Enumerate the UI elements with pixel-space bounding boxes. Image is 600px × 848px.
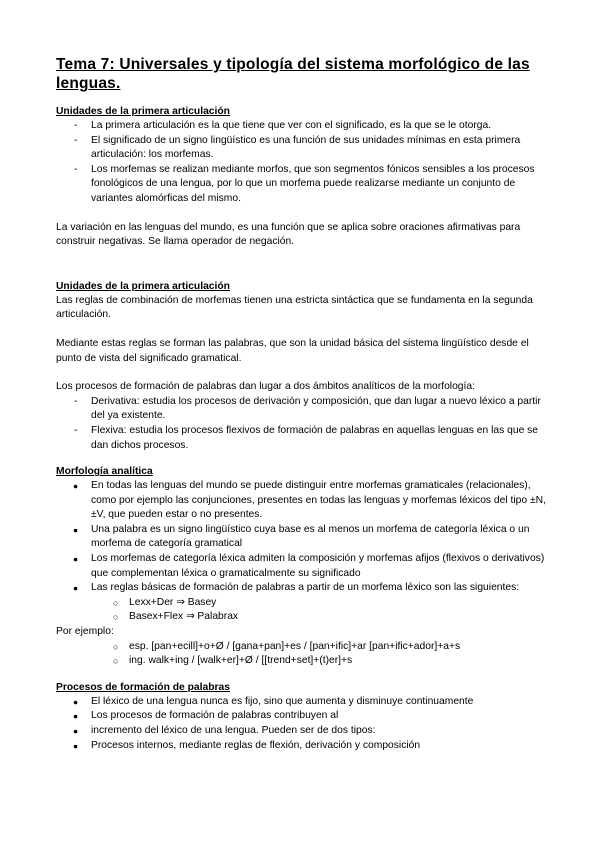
paragraph-negacion: La variación en las lenguas del mundo, es una función que se aplica sobre oraciones afirmativas para construir negativas. Se llama operador de negación.	[56, 221, 521, 248]
section4-list	[56, 695, 548, 753]
list-item: ● Los procesos de formación de palabras contribuyen al	[56, 709, 548, 724]
examples-list	[56, 640, 548, 669]
list-item: - La primera articulación es la que tiene que ver con el significado, es la que se le otorga.	[56, 119, 548, 134]
sub-list-item: ○ Lexx+Der ⇒ Basey	[56, 596, 548, 611]
paragraph-procesos: Los procesos de formación de palabras dan lugar a dos ámbitos analíticos de la morfología:	[56, 381, 475, 393]
document-page	[56, 55, 548, 753]
page-title: Tema 7: Universales y tipología del sistema morfológico de las lenguas.	[56, 56, 530, 92]
list-item: ● Los morfemas de categoría léxica admiten la composición y morfemas afijos (flexivos o derivativos) que complementan léxica o gramaticalmente su significado	[56, 552, 548, 581]
list-item: ● incremento del léxico de una lengua. Pueden ser de dos tipos:	[56, 724, 548, 739]
example-label: Por ejemplo:	[56, 626, 114, 638]
section-heading-primera-articulacion: Unidades de la primera articulación	[56, 106, 230, 117]
list-item: - Derivativa: estudia los procesos de derivación y composición, que dan lugar a nuevo léxico a partir del ya existente.	[56, 395, 548, 424]
list-item: ● Las reglas básicas de formación de palabras a partir de un morfema léxico son las siguientes:	[56, 581, 548, 596]
list-item: ● En todas las lenguas del mundo se puede distinguir entre morfemas gramaticales (relacionales), como por ejemplo las conjunciones, presentes en todas las lenguas y morfemas léxicos del tipo ±N, ±V, que pueden estar o no presentes.	[56, 479, 548, 523]
section3-list	[56, 479, 548, 625]
list-item: - Los morfemas se realizan mediante morfos, que son segmentos fónicos sensibles a los procesos fonológicos de una lengua, por lo que un morfema puede realizarse mediante un conjunto de variantes alomórficas del mismo.	[56, 163, 548, 207]
example-item: ○ ing. walk+ing / [walk+er]+Ø / [[trend+set]+(t)er]+s	[56, 654, 548, 669]
paragraph-reglas: Las reglas de combinación de morfemas tienen una estricta sintáctica que se fundamenta en la segunda articulación.	[56, 294, 533, 321]
list-item: ● El léxico de una lengua nunca es fijo, sino que aumenta y disminuye continuamente	[56, 695, 548, 710]
paragraph-palabras: Mediante estas reglas se forman las palabras, que son la unidad básica del sistema lingüístico desde el punto de vista del significado gramatical.	[56, 337, 529, 364]
section-heading-primera-articulacion-2: Unidades de la primera articulación	[56, 280, 230, 292]
list-item: ● Procesos internos, mediante reglas de flexión, derivación y composición	[56, 739, 548, 754]
list-item: ● Una palabra es un signo lingüístico cuya base es al menos un morfema de categoría léxica o un morfema de categoría gramatical	[56, 523, 548, 552]
section-heading-morfologia-analitica: Morfología analítica	[56, 466, 153, 478]
example-item: ○ esp. [pan+ecill]+o+Ø / [gana+pan]+es / [pan+ific]+ar [pan+ific+ador]+a+s	[56, 640, 548, 655]
sub-list-item: ○ Basex+Flex ⇒ Palabrax	[56, 610, 548, 625]
section1-list	[56, 119, 548, 207]
section-heading-procesos-formacion: Procesos de formación de palabras	[56, 681, 230, 693]
list-item: - Flexiva: estudia los procesos flexivos de formación de palabras en aquellas lenguas en las que se dan dichos procesos.	[56, 424, 548, 453]
section2-list	[56, 395, 548, 453]
list-item: - El significado de un signo lingüístico es una función de sus unidades mínimas en esta primera articulación: los morfemas.	[56, 134, 548, 163]
